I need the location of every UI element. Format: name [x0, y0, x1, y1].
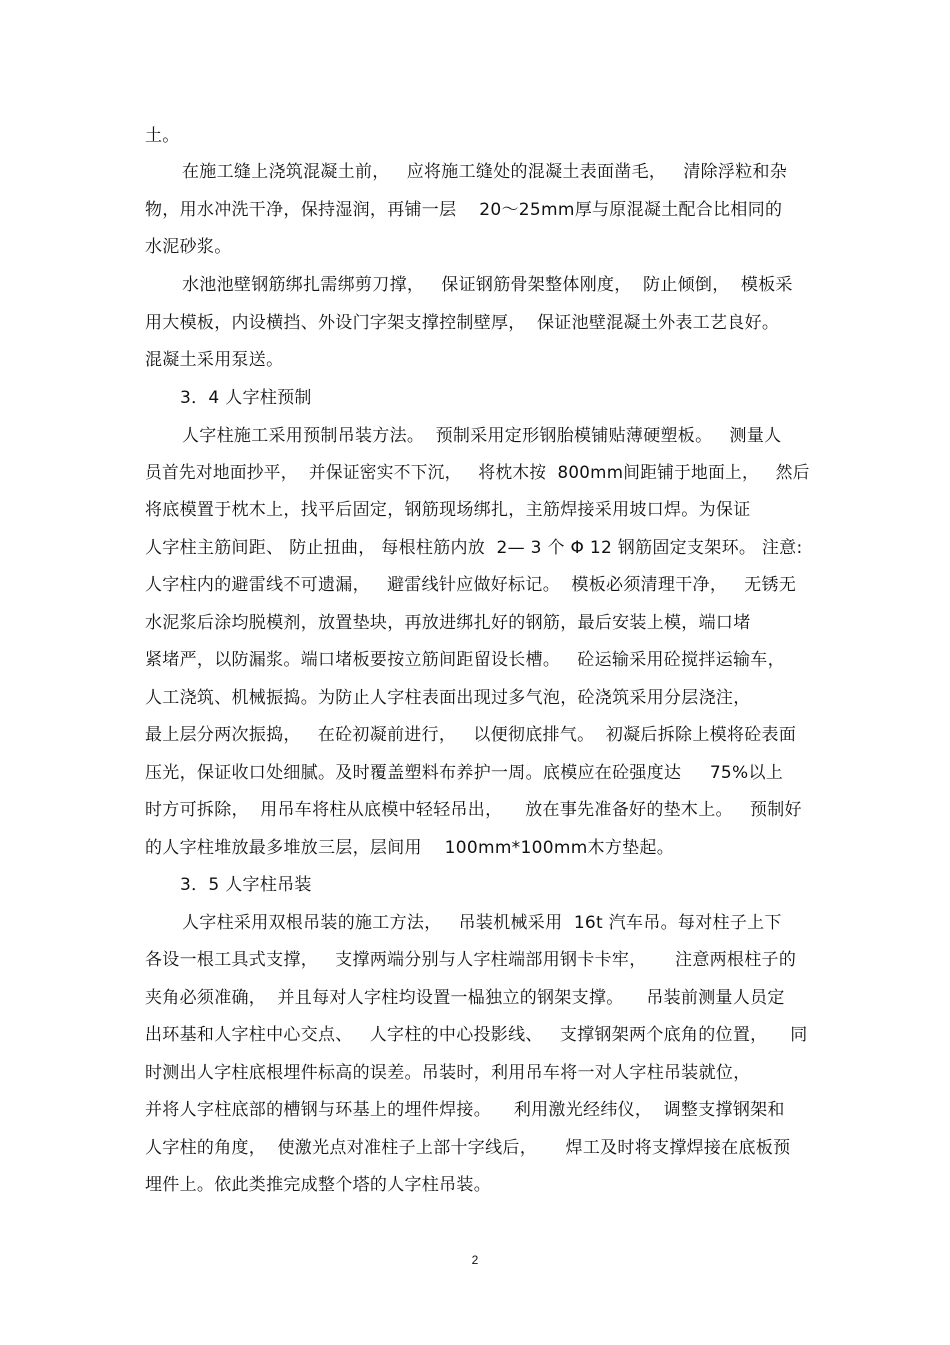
page-number: 2: [471, 1253, 479, 1267]
text-line: 物，用水冲洗干净，保持湿润，再铺一层 20～25mm厚与原混凝土配合比相同的: [145, 200, 783, 220]
text-line: 水池池壁钢筋绑扎需绑剪刀撑， 保证钢筋骨架整体刚度， 防止倾倒， 模板采: [182, 275, 793, 295]
text-line: 在施工缝上浇筑混凝土前， 应将施工缝处的混凝土表面凿毛， 清除浮粒和杂: [182, 162, 788, 182]
text-line: 将底模置于枕木上，找平后固定，钢筋现场绑扎，主筋焊接采用坡口焊。为保证: [145, 500, 751, 520]
text-line: 埋件上。依此类推完成整个塔的人字柱吊装。: [145, 1175, 491, 1195]
text-line: 人工浇筑、机械振捣。为防止人字柱表面出现过多气泡，砼浇筑采用分层浇注，: [145, 688, 751, 708]
text-line: 时测出人字柱底根埋件标高的误差。吊装时，利用吊车将一对人字柱吊装就位，: [145, 1063, 751, 1083]
text-line: 人字柱采用双根吊装的施工方法， 吊装机械采用 16t 汽车吊。每对柱子上下: [182, 913, 782, 933]
text-line: 各设一根工具式支撑， 支撑两端分别与人字柱端部用钢卡卡牢， 注意两根柱子的: [145, 950, 797, 970]
text-line: 水泥砂浆。: [145, 237, 232, 257]
text-line: 出环基和人字柱中心交点、 人字柱的中心投影线、 支撑钢架两个底角的位置， 同: [145, 1025, 808, 1045]
text-line: 水泥浆后涂均脱模剂，放置垫块，再放进绑扎好的钢筋，最后安装上模，端口堵: [145, 613, 751, 633]
text-line: 人字柱主筋间距、 防止扭曲， 每根柱筋内放 2— 3 个 Φ 12 钢筋固定支架环。 注意:: [145, 538, 803, 558]
section-heading: 3．5 人字柱吊装: [180, 875, 312, 895]
text-line: 员首先对地面抄平， 并保证密实不下沉， 将枕木按 800mm间距铺于地面上， 然后: [145, 463, 810, 483]
section-heading: 3．4 人字柱预制: [180, 388, 312, 408]
text-line: 的人字柱堆放最多堆放三层，层间用 100mm*100mm木方垫起。: [145, 838, 675, 858]
text-line: 并将人字柱底部的槽钢与环基上的埋件焊接。 利用激光经纬仪， 调整支撑钢架和: [145, 1100, 785, 1120]
text-line: 最上层分两次振捣， 在砼初凝前进行， 以便彻底排气。 初凝后拆除上模将砼表面: [145, 725, 797, 745]
text-line: 压光，保证收口处细腻。及时覆盖塑料布养护一周。底模应在砼强度达 75%以上: [145, 763, 784, 783]
text-line: 人字柱施工采用预制吊装方法。 预制采用定形钢胎模铺贴薄硬塑板。 测量人: [182, 426, 782, 446]
text-line: 土。: [145, 126, 180, 146]
text-line: 人字柱内的避雷线不可遗漏， 避雷线针应做好标记。 模板必须清理干净， 无锈无: [145, 575, 797, 595]
text-line: 时方可拆除， 用吊车将柱从底模中轻轻吊出， 放在事先准备好的垫木上。 预制好: [145, 800, 802, 820]
text-line: 紧堵严，以防漏浆。端口堵板要按立筋间距留设长槽。 砼运输采用砼搅拌运输车，: [145, 650, 785, 670]
text-line: 混凝土采用泵送。: [145, 350, 284, 370]
text-line: 夹角必须准确， 并且每对人字柱均设置一榀独立的钢架支撑。 吊装前测量人员定: [145, 988, 785, 1008]
text-line: 人字柱的角度， 使激光点对准柱子上部十字线后， 焊工及时将支撑焊接在底板预: [145, 1138, 791, 1158]
text-line: 用大模板，内设横挡、外设门字架支撑控制壁厚， 保证池壁混凝土外表工艺良好。: [145, 313, 780, 333]
